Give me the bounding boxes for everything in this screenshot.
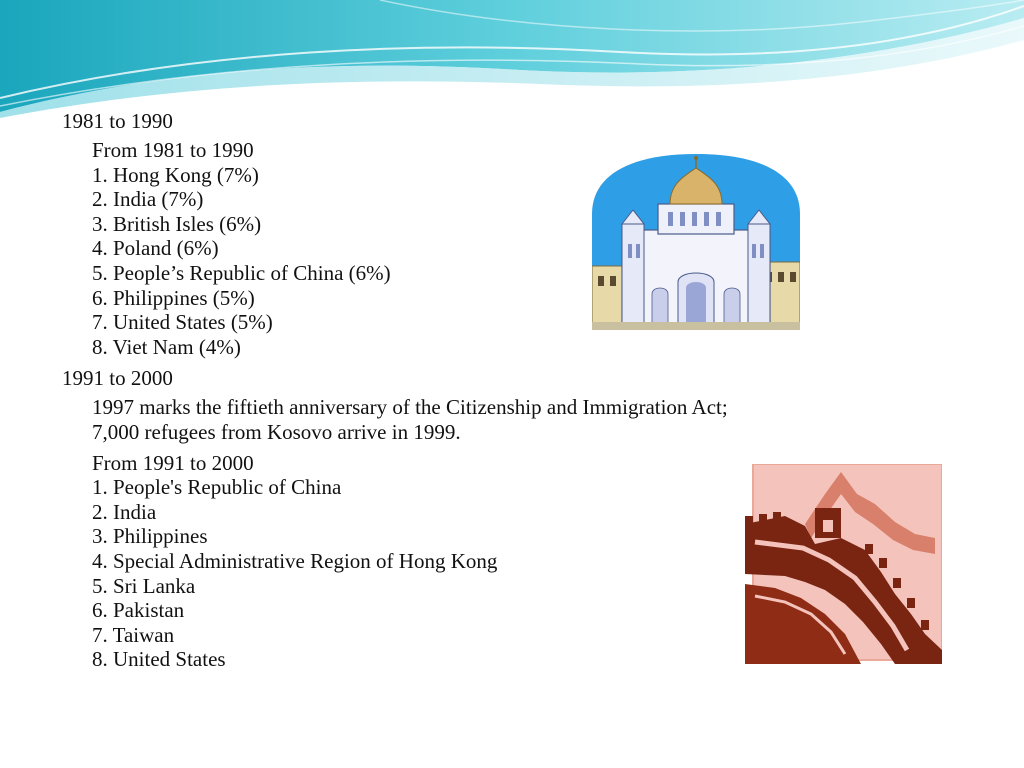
list-item: 7. United States (5%) — [92, 310, 273, 335]
anniversary-note — [92, 395, 962, 444]
great-wall-illustration — [745, 464, 942, 664]
section-heading: 1981 to 1990 — [62, 109, 173, 133]
list-item: 6. Pakistan — [92, 598, 185, 623]
note-line: 1997 marks the fiftieth anniversary of the Citizenship and Immigration Act; — [92, 395, 728, 420]
temple-illustration — [592, 154, 800, 330]
list-item: 4. Special Administrative Region of Hong Kong — [92, 548, 498, 573]
list-item: 5. People’s Republic of China (6%) — [92, 260, 391, 285]
list-item: 1. People's Republic of China — [92, 475, 342, 500]
list-item: 4. Poland (6%) — [92, 236, 219, 261]
list-item: 7. Taiwan — [92, 622, 175, 647]
list-item: 3. British Isles (6%) — [92, 211, 262, 236]
list-title: From 1991 to 2000 — [92, 450, 254, 475]
header-wave-decoration — [0, 0, 1024, 120]
list-title: From 1981 to 1990 — [92, 138, 254, 162]
list-item: 8. United States — [92, 647, 226, 672]
section-1981-1990 — [62, 108, 962, 359]
note-line: 7,000 refugees from Kosovo arrive in 1999. — [92, 419, 461, 444]
section-heading: 1991 to 2000 — [62, 366, 173, 391]
list-item: 2. India — [92, 499, 157, 524]
list-item: 1. Hong Kong (7%) — [92, 162, 259, 187]
list-item: 2. India (7%) — [92, 187, 204, 212]
list-item: 8. Viet Nam (4%) — [92, 334, 241, 359]
list-item: 6. Philippines (5%) — [92, 285, 255, 310]
immigration-source-list-1981 — [92, 138, 962, 359]
list-item: 5. Sri Lanka — [92, 573, 196, 598]
list-item: 3. Philippines — [92, 524, 208, 549]
